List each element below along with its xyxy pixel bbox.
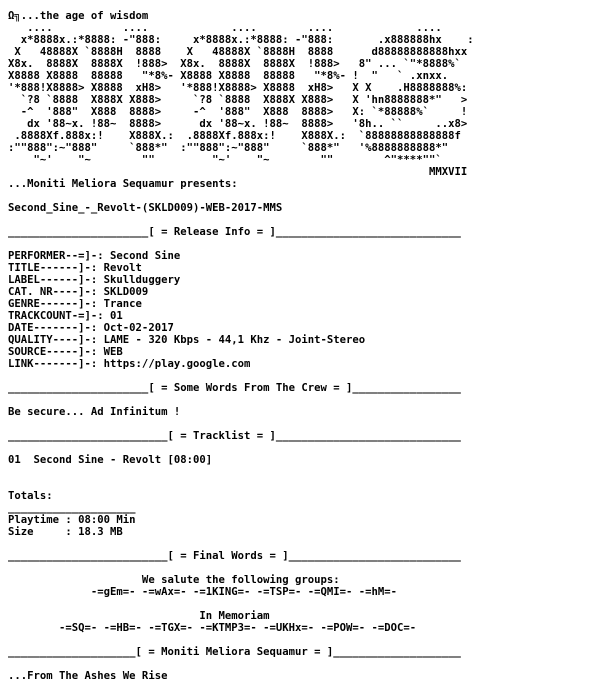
totals-label: Totals: bbox=[8, 490, 53, 502]
release-info-header: ______________________[ = Release Info = ]_____________________________ bbox=[8, 226, 461, 238]
blank-line bbox=[8, 562, 474, 574]
blank-line bbox=[8, 538, 474, 550]
blank-line bbox=[8, 658, 474, 670]
nfo-document bbox=[8, 10, 474, 682]
totals-size: Size : 18.3 MB bbox=[8, 526, 123, 538]
ascii-art-line: -^ '888" X888 8888> -^ '888" X888 8888> X: `*88888%` ! bbox=[8, 106, 468, 118]
field-title: TITLE------]-: Revolt bbox=[8, 262, 142, 274]
crew-header: ______________________[ = Some Words From The Crew = ]_________________ bbox=[8, 382, 461, 394]
ascii-art-year-line: MMXVII bbox=[8, 166, 468, 178]
blank-line bbox=[8, 466, 474, 478]
release-name: Second_Sine_-_Revolt-(SKLD009)-WEB-2017-MMS bbox=[8, 202, 283, 214]
ascii-art-line: x*8888x.:*8888: -"888: x*8888x.:*8888: -"888: .x888888hx : bbox=[8, 34, 474, 46]
ascii-art-line: `?8 `8888 X888X X888> `?8 `8888 X888X X888> X 'hn8888888*" > bbox=[8, 94, 468, 106]
salute-title: We salute the following groups: bbox=[8, 574, 340, 586]
totals-playtime: Playtime : 08:00 Min bbox=[8, 514, 136, 526]
blank-line bbox=[8, 418, 474, 430]
field-cat-nr: CAT. NR----]-: SKLD009 bbox=[8, 286, 149, 298]
field-source: SOURCE-----]-: WEB bbox=[8, 346, 123, 358]
blank-line bbox=[8, 442, 474, 454]
ascii-art-line: X 48888X `8888H 8888 X 48888X `8888H 8888 d88888888888hxx bbox=[8, 46, 468, 58]
blank-line bbox=[8, 238, 474, 250]
outro-line: ...From The Ashes We Rise bbox=[8, 670, 168, 682]
totals-rule: ____________________ bbox=[8, 502, 136, 514]
tracklist-header: _________________________[ = Tracklist = ]_____________________________ bbox=[8, 430, 461, 442]
ascii-art-line: X8888 X8888 88888 "*8%- X8888 X8888 88888 "*8%- ! " ` .xnxx. bbox=[8, 70, 449, 82]
intro-line: Ω╗...the age of wisdom bbox=[8, 10, 149, 22]
crew-words: Be secure... Ad Infinitum ! bbox=[8, 406, 181, 418]
field-date: DATE-------]-: Oct-02-2017 bbox=[8, 322, 174, 334]
field-genre: GENRE------]-: Trance bbox=[8, 298, 142, 310]
ascii-art-line: .... .... .... .... .... bbox=[8, 22, 442, 34]
field-quality: QUALITY----]-: LAME - 320 Kbps - 44,1 Khz - Joint-Stereo bbox=[8, 334, 366, 346]
track-item: 01 Second Sine - Revolt [08:00] bbox=[8, 454, 213, 466]
blank-line bbox=[8, 478, 474, 490]
field-trackcount: TRACKCOUNT-=]-: 01 bbox=[8, 310, 123, 322]
memoriam-groups: -=SQ=- -=HB=- -=TGX=- -=KTMP3=- -=UKHx=- -=POW=- -=DOC=- bbox=[8, 622, 417, 634]
blank-line bbox=[8, 370, 474, 382]
field-link: LINK-------]-: https://play.google.com bbox=[8, 358, 251, 370]
ascii-art-line: '*888!X8888> X8888 xH8> '*888!X8888> X8888 xH8> X X .H8888888%: bbox=[8, 82, 468, 94]
final-words-header: _________________________[ = Final Words = ]___________________________ bbox=[8, 550, 461, 562]
ascii-art-line: X8x. 8888X 8888X !888> X8x. 8888X 8888X !888> 8" ... `"*8888%` bbox=[8, 58, 461, 70]
mms-header: ____________________[ = Moniti Meliora Sequamur = ]____________________ bbox=[8, 646, 461, 658]
ascii-art-line: dx '88~x. !88~ 8888> dx '88~x. !88~ 8888> '8h.. `` ..x8> bbox=[8, 118, 468, 130]
ascii-art-line: :""888":~"888" `888*" :""888":~"888" `888*" '%8888888888*" bbox=[8, 142, 449, 154]
blank-line bbox=[8, 598, 474, 610]
blank-line bbox=[8, 214, 474, 226]
ascii-art-line: "~' "~ "" "~' "~ "" ^"****""` bbox=[8, 154, 442, 166]
blank-line bbox=[8, 190, 474, 202]
field-performer: PERFORMER--=]-: Second Sine bbox=[8, 250, 181, 262]
ascii-art-line: .8888Xf.888x:! X888X.: .8888Xf.888x:! X888X.: `88888888888888f bbox=[8, 130, 461, 142]
blank-line bbox=[8, 634, 474, 646]
salute-groups: -=gEm=- -=wAx=- -=1KING=- -=TSP=- -=QMI=- -=hM=- bbox=[8, 586, 398, 598]
blank-line bbox=[8, 394, 474, 406]
presents-line: ...Moniti Meliora Sequamur presents: bbox=[8, 178, 238, 190]
field-label: LABEL------]-: Skullduggery bbox=[8, 274, 181, 286]
memoriam-title: In Memoriam bbox=[8, 610, 270, 622]
